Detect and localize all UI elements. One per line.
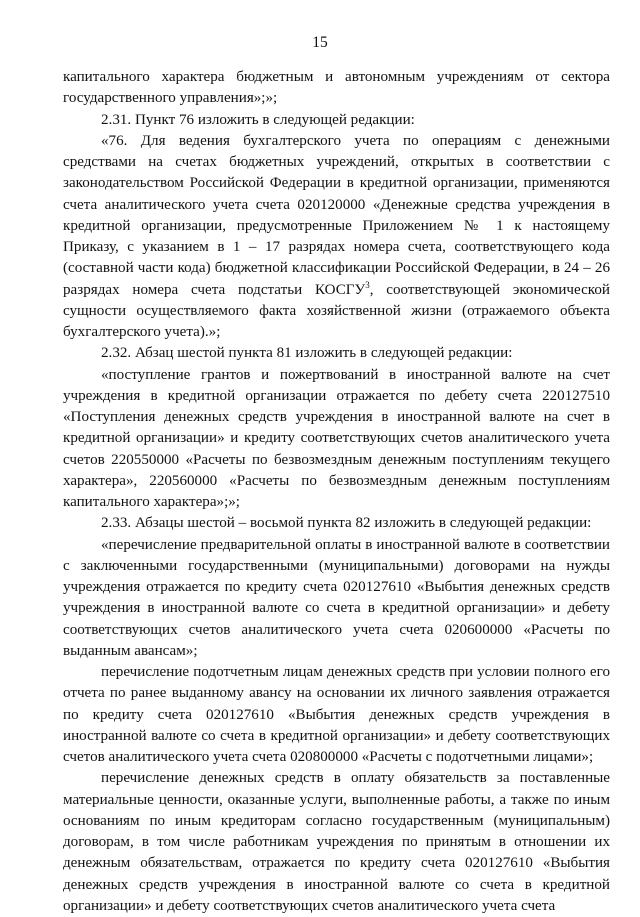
paragraph-82-prepayment: «перечисление предварительной оплаты в иностранной валюте в соответствии с заключенными государственными (муниципальными) договорами на нужды учреждения отражается по кредиту счета 020127610 «Выбытия денежных средств учреждения в иностранной валюте со счета в кредитной организации» и дебету соответствующих счетов аналитического учета счета 020600000 «Расчеты по выданным авансам»; <box>63 536 610 659</box>
paragraph-2-31-heading: 2.31. Пункт 76 изложить в следующей редакции: <box>101 111 415 128</box>
paragraph-82-obligations: перечисление денежных средств в оплату обязательств за поставленные материальные ценности, оказанные услуги, выполненные работы, а также по иным основаниям по иным кредиторам согласно государственным (муниципальным) договорам, в том числе работникам учреждения по принятым в отношении их денежным обязательствам, отражается по кредиту счета 020127610 «Выбытия денежных средств учреждения в иностранной валюте со счета в кредитной организации» и дебету соответствующих счетов аналитического учета счета <box>63 770 610 914</box>
document-body <box>63 67 610 917</box>
paragraph-76-text <box>63 131 610 344</box>
paragraph-continuation: капитального характера бюджетным и автономным учреждениям от сектора государственного управления»;»; <box>63 69 610 107</box>
paragraph-2-32-heading: 2.32. Абзац шестой пункта 81 изложить в следующей редакции: <box>101 345 513 362</box>
paragraph-76-tail: , соответствующей экономической сущности осуществляемого факта хозяйственной жизни (отражаемого объекта бухгалтерского учета).»; <box>63 281 610 340</box>
page-number: 15 <box>312 34 328 51</box>
footnote-ref: 3 <box>365 279 370 290</box>
paragraph-81-text: «поступление грантов и пожертвований в иностранной валюте на счет учреждения в кредитной организации отражается по дебету счета 220127510 «Поступления денежных средств учреждения в иностранной валюте на счет в кредитной организации» и кредиту соответствующих счетов аналитического учета счетов 220550000 «Расчеты по безвозмездным денежным поступлениям текущего характера», 220560000 «Расчеты по безвозмездным денежным поступлениям капитального характера»;»; <box>63 366 610 510</box>
paragraph-2-33-heading: 2.33. Абзацы шестой – восьмой пункта 82 изложить в следующей редакции: <box>101 515 592 532</box>
paragraph-76-main: «76. Для ведения бухгалтерского учета по операциям с денежными средствами на счетах бюджетных учреждений, открытых в соответствии с законодательством Российской Федерации в кредитной организации, применяются счета аналитического учета счета 020120000 «Денежные средства учреждения в кредитной организации, предусмотренные Приложением № 1 к настоящему Приказу, с указанием в 1 – 17 разрядах номера счета, соответствующего кода (составной части кода) бюджетной классификации Российской Федерации, в 24 – 26 разрядах номера счета подстатьи КОСГУ <box>63 132 610 298</box>
paragraph-82-accountable: перечисление подотчетным лицам денежных средств при условии полного его отчета по ранее выданному авансу на основании их личного заявления отражается по кредиту счета 020127610 «Выбытия денежных средств учреждения в иностранной валюте со счета в кредитной организации» и дебету соответствующих счетов аналитического учета счета 020800000 «Расчеты с подотчетными лицами»; <box>63 664 610 765</box>
